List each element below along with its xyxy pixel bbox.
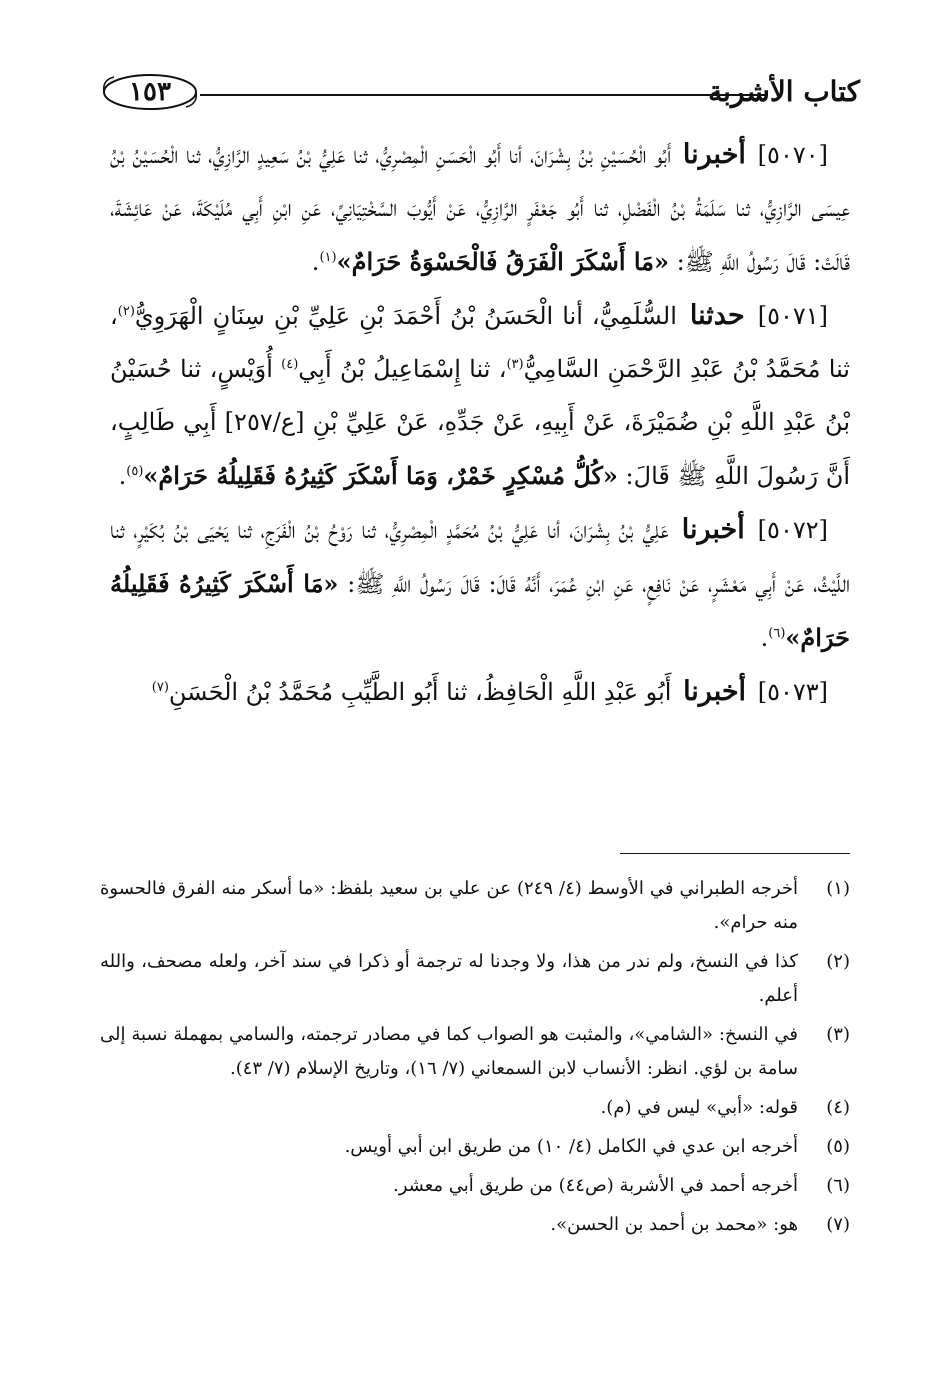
footnote-number: (١) (826, 878, 850, 899)
page-number-frame (100, 72, 200, 112)
footnote-number: (٥) (826, 1136, 850, 1157)
footnote-4 (100, 1091, 850, 1125)
footnote-text: هو: «محمد بن أحمد بن الحسن». (550, 1214, 798, 1235)
end-punct: . (311, 248, 320, 276)
isnad-text: ، ثنا مُحَمَّدُ بْنُ عَبْدِ الرَّحْمَنِ السَّامِيُّ (110, 302, 850, 383)
isnad-text: أَبُو عَبْدِ اللَّهِ الْحَافِظُ، ثنا أَبُو الطَّيِّبِ مُحَمَّدُ بْنُ الْحَسَنِ (168, 678, 672, 706)
footnote-7 (100, 1208, 850, 1242)
hadith-5073 (110, 665, 850, 719)
running-title: كتاب الأشربة (708, 75, 860, 108)
footnotes (100, 872, 850, 1247)
footnote-number: (٢) (826, 951, 850, 972)
hadith-5070 (110, 128, 850, 289)
footnote-text: أخرجه الطبراني في الأوسط (٤/ ٢٤٩) عن علي بن سعيد بلفظ: «ما أسكر منه الفرق فالحسوة منه حرام». (100, 878, 798, 933)
isnad-text: ، ثنا إِسْمَاعِيلُ بْنُ أَبِي (298, 355, 507, 383)
page-number: ١٥٣ (129, 77, 171, 107)
main-text (110, 128, 850, 719)
footnote-ref: (٤) (281, 357, 299, 372)
isnad-text: أَبُو الْحُسَيْنِ بْنُ بِشْرَانَ، أنا أَبُو الْحَسَنِ الْمِصْرِيُّ، ثنا عَلِيُّ بْنُ سَعِيدٍ الرَّازِيُّ، ثنا الْحُسَيْنُ بْنُ عِيسَى الرَّازِيُّ، ثنا سَلَمَةُ بْنُ الْفَضْلِ، ثنا أَبُو جَعْفَرٍ الرَّازِيُّ، عَنْ أَيُّوبَ السَّخْتِيَانِيِّ، عَنِ ابْنِ أَبِي مُلَيْكَةَ، عَنْ عَائِشَةَ، قَالَتْ: قَالَ رَسُولُ اللَّهِ ﷺ: (110, 141, 850, 276)
matn-text: «مَا أَسْكَرَ الْفَرَقُ فَالْحَسْوَةُ حَرَامٌ» (336, 247, 670, 276)
transmission-keyword: أخبرنا (681, 514, 745, 545)
transmission-keyword: أخبرنا (682, 139, 746, 170)
isnad-text: عَلِيُّ بْنُ بِشْرَانَ، أنا عَلِيُّ بْنُ مُحَمَّدٍ الْمِصْرِيُّ، ثنا رَوْحُ بْنُ الْفَرَجِ، ثنا يَحْيَى بْنُ بُكَيْرٍ، ثنا اللَّيْثُ، عَنْ أَبِي مَعْشَرٍ، عَنْ نَافِعٍ، عَنِ ابْنِ عُمَرَ، أَنَّهُ قَالَ: قَالَ رَسُولُ اللَّهِ ﷺ: (110, 516, 851, 598)
footnote-separator (620, 853, 850, 854)
matn-text: «مَا أَسْكَرَ كَثِيرُهُ فَقَلِيلُهُ حَرَامٌ» (110, 569, 850, 652)
matn-text: «كُلُّ مُسْكِرٍ خَمْرٌ، وَمَا أَسْكَرَ كَثِيرُهُ فَقَلِيلُهُ حَرَامٌ» (143, 461, 618, 490)
footnote-1 (100, 872, 850, 940)
footnote-2 (100, 945, 850, 1013)
footnote-ref: (٥) (126, 464, 144, 479)
end-punct: . (118, 462, 127, 490)
footnote-number: (٣) (826, 1024, 850, 1045)
hadith-number: [٥٠٧٢] (757, 516, 828, 544)
transmission-keyword: حدثنا (689, 300, 745, 331)
isnad-text: السُّلَمِيُّ، أنا الْحَسَنُ بْنُ أَحْمَدَ بْنِ عَلِيِّ بْنِ سِنَانٍ الْهَرَوِيُّ (134, 302, 677, 330)
footnote-text: كذا في النسخ، ولم ندر من هذا، ولا وجدنا له ترجمة أو ذكرا في سند آخر، ولعله مصحف، والله أعلم. (100, 951, 798, 1006)
header-rule (200, 94, 765, 96)
page-header (100, 70, 860, 120)
footnote-ref: (٦) (768, 626, 786, 641)
footnote-ref: (٢) (117, 304, 135, 319)
footnote-number: (٦) (826, 1175, 850, 1196)
footnote-number: (٤) (826, 1097, 850, 1118)
hadith-5071 (110, 289, 850, 503)
end-punct: . (760, 624, 769, 652)
footnote-ref: (١) (319, 250, 337, 265)
footnote-number: (٧) (826, 1214, 850, 1235)
hadith-number: [٥٠٧١] (757, 302, 828, 330)
footnote-5 (100, 1130, 850, 1164)
footnote-6 (100, 1169, 850, 1203)
footnote-3 (100, 1018, 850, 1086)
footnote-ref: (٧) (151, 680, 169, 695)
footnote-text: قوله: «أبي» ليس في (م). (600, 1097, 798, 1118)
footnote-ref: (٣) (506, 357, 524, 372)
isnad-text: أُوَيْسٍ، ثنا حُسَيْنُ بْنُ عَبْدِ اللَّهِ بْنِ ضُمَيْرَةَ، عَنْ أَبِيهِ، عَنْ جَدِّهِ، عَنْ عَلِيِّ بْنِ [ع/٢٥٧] أَبِي طَالِبٍ، أَنَّ رَسُولَ اللَّهِ ﷺ قَالَ: (110, 355, 851, 490)
hadith-number: [٥٠٧٠] (757, 141, 828, 169)
footnote-text: في النسخ: «الشامي»، والمثبت هو الصواب كما في مصادر ترجمته، والسامي بمهملة نسبة إلى سامة بن لؤي. انظر: الأنساب لابن السمعاني (٧/ ١٦)، وتاريخ الإسلام (٧/ ٤٣). (100, 1024, 798, 1079)
footnote-text: أخرجه ابن عدي في الكامل (٤/ ١٠) من طريق ابن أبي أويس. (344, 1136, 798, 1157)
footnote-text: أخرجه أحمد في الأشربة (ص٤٤) من طريق أبي معشر. (393, 1175, 798, 1196)
hadith-5072 (110, 503, 850, 665)
transmission-keyword: أخبرنا (683, 676, 747, 707)
hadith-number: [٥٠٧٣] (757, 678, 828, 706)
